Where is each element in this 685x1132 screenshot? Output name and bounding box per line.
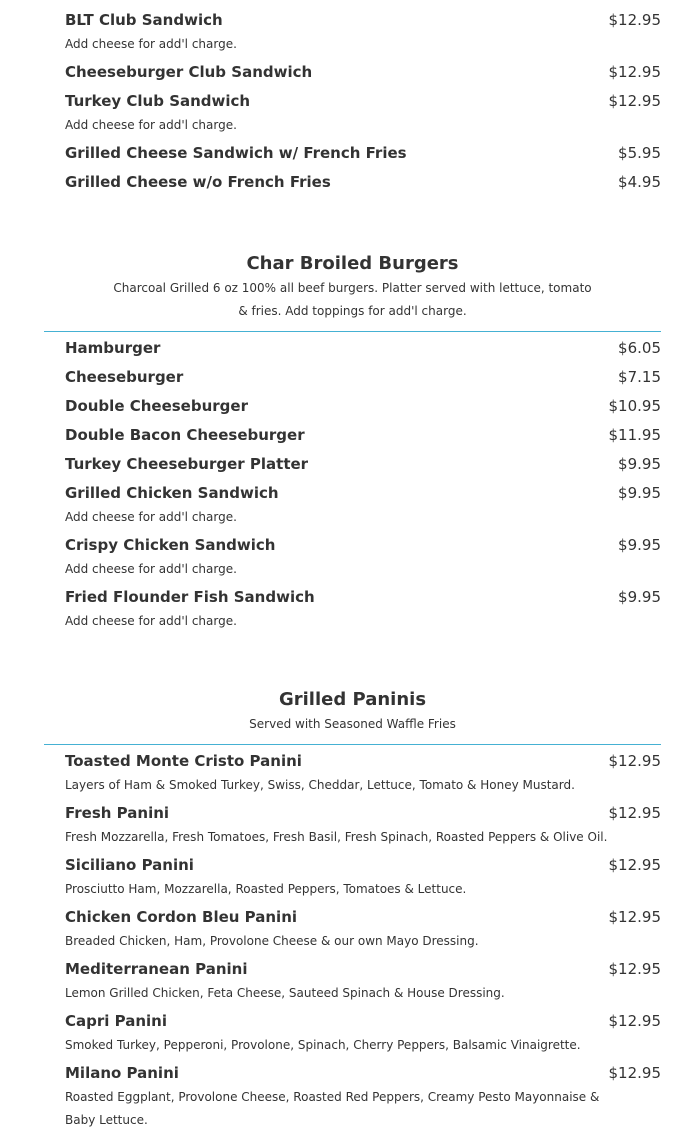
- burgers-section: [0, 251, 685, 633]
- item-price: $9.95: [618, 588, 661, 606]
- sandwiches-section: [0, 0, 685, 195]
- item-price: $11.95: [608, 426, 661, 444]
- menu-item: [44, 419, 661, 448]
- section-title: Grilled Paninis: [278, 689, 427, 710]
- item-name: Double Bacon Cheeseburger: [65, 426, 305, 444]
- item-price: $12.95: [608, 960, 661, 978]
- item-price: $12.95: [608, 752, 661, 770]
- item-name: Grilled Chicken Sandwich: [65, 484, 279, 502]
- item-name: Siciliano Panini: [65, 856, 194, 874]
- item-name: Cheeseburger: [65, 368, 184, 386]
- item-description: Smoked Turkey, Pepperoni, Provolone, Spinach, Cherry Peppers, Balsamic Vinaigrette.: [65, 1038, 581, 1052]
- menu-item: [44, 477, 661, 529]
- menu-item: [44, 332, 661, 361]
- menu-item: [44, 166, 661, 195]
- item-description: Breaded Chicken, Ham, Provolone Cheese & our own Mayo Dressing.: [65, 934, 479, 948]
- item-description: Add cheese for add'l charge.: [65, 37, 237, 51]
- item-description: Add cheese for add'l charge.: [65, 510, 237, 524]
- menu-item: [44, 745, 661, 797]
- menu-item: [44, 137, 661, 166]
- item-description: Add cheese for add'l charge.: [65, 118, 237, 132]
- item-name: Hamburger: [65, 339, 161, 357]
- item-description: Prosciutto Ham, Mozzarella, Roasted Peppers, Tomatoes & Lettuce.: [65, 882, 467, 896]
- paninis-item-list: [44, 745, 661, 1132]
- item-name: Fried Flounder Fish Sandwich: [65, 588, 315, 606]
- item-name: Turkey Club Sandwich: [65, 92, 251, 110]
- item-name: Milano Panini: [65, 1064, 179, 1082]
- menu-item: [44, 361, 661, 390]
- menu-item: [44, 56, 661, 85]
- menu-item: [44, 4, 661, 56]
- item-price: $4.95: [618, 173, 661, 191]
- item-price: $12.95: [608, 804, 661, 822]
- burgers-header: [44, 251, 661, 332]
- menu-item: [44, 901, 661, 953]
- menu-item: [44, 849, 661, 901]
- item-name: Grilled Cheese Sandwich w/ French Fries: [65, 144, 407, 162]
- item-price: $12.95: [608, 1064, 661, 1082]
- menu-item: [44, 390, 661, 419]
- item-name: Cheeseburger Club Sandwich: [65, 63, 313, 81]
- item-name: Fresh Panini: [65, 804, 170, 822]
- item-price: $12.95: [608, 856, 661, 874]
- menu-item: [44, 85, 661, 137]
- item-description: Lemon Grilled Chicken, Feta Cheese, Sauteed Spinach & House Dressing.: [65, 986, 505, 1000]
- paninis-header: [44, 687, 661, 745]
- item-name: Toasted Monte Cristo Panini: [65, 752, 302, 770]
- section-subtitle: Served with Seasoned Waffle Fries: [249, 717, 456, 731]
- item-description: Roasted Eggplant, Provolone Cheese, Roasted Red Peppers, Creamy Pesto Mayonnaise & Baby Lettuce.: [65, 1090, 600, 1127]
- item-price: $12.95: [608, 908, 661, 926]
- item-name: Crispy Chicken Sandwich: [65, 536, 276, 554]
- item-name: BLT Club Sandwich: [65, 11, 223, 29]
- item-description: Layers of Ham & Smoked Turkey, Swiss, Cheddar, Lettuce, Tomato & Honey Mustard.: [65, 778, 575, 792]
- item-price: $12.95: [608, 1012, 661, 1030]
- paninis-section: [0, 687, 685, 1132]
- item-description: Fresh Mozzarella, Fresh Tomatoes, Fresh Basil, Fresh Spinach, Roasted Peppers & Olive Oil.: [65, 830, 608, 844]
- item-name: Grilled Cheese w/o French Fries: [65, 173, 331, 191]
- menu-item: [44, 1057, 661, 1132]
- burgers-item-list: [44, 332, 661, 633]
- sandwiches-item-list: [44, 4, 661, 195]
- menu-item: [44, 953, 661, 1005]
- menu-item: [44, 529, 661, 581]
- item-price: $7.15: [618, 368, 661, 386]
- menu-item: [44, 1005, 661, 1057]
- menu-item: [44, 797, 661, 849]
- item-price: $9.95: [618, 536, 661, 554]
- item-price: $12.95: [608, 11, 661, 29]
- item-name: Double Cheeseburger: [65, 397, 248, 415]
- item-price: $12.95: [608, 63, 661, 81]
- menu-item: [44, 448, 661, 477]
- item-name: Capri Panini: [65, 1012, 167, 1030]
- item-price: $5.95: [618, 144, 661, 162]
- item-price: $9.95: [618, 455, 661, 473]
- item-price: $12.95: [608, 92, 661, 110]
- item-price: $10.95: [608, 397, 661, 415]
- section-subtitle: Charcoal Grilled 6 oz 100% all beef burgers. Platter served with lettuce, tomato & fries. Add toppings for add'l charge.: [113, 281, 592, 318]
- item-description: Add cheese for add'l charge.: [65, 562, 237, 576]
- item-name: Mediterranean Panini: [65, 960, 248, 978]
- item-name: Turkey Cheeseburger Platter: [65, 455, 309, 473]
- menu-item: [44, 581, 661, 633]
- section-title: Char Broiled Burgers: [246, 253, 459, 274]
- item-name: Chicken Cordon Bleu Panini: [65, 908, 298, 926]
- item-price: $6.05: [618, 339, 661, 357]
- item-price: $9.95: [618, 484, 661, 502]
- item-description: Add cheese for add'l charge.: [65, 614, 237, 628]
